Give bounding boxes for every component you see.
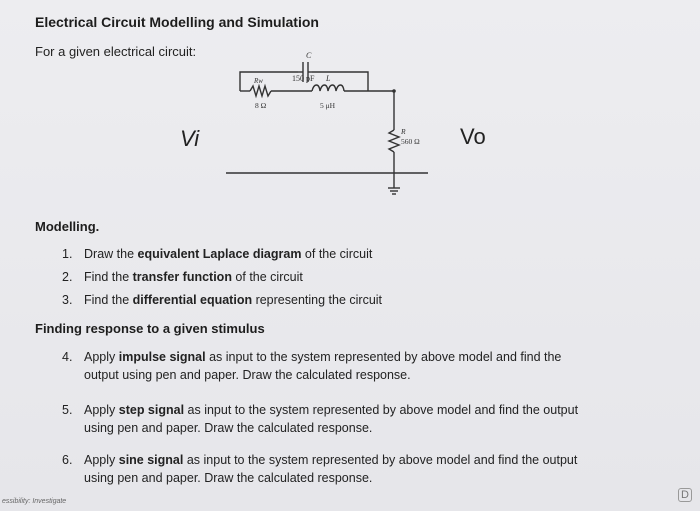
modelling-item-2: 2. Find the transfer function of the circuit <box>62 270 303 284</box>
circuit-diagram <box>160 51 500 205</box>
resistor-rw <box>250 86 271 96</box>
rw-value: 8 Ω <box>255 101 267 110</box>
modelling-item-3: 3. Find the differential equation representing the circuit <box>62 293 383 307</box>
response-heading: Finding response to a given stimulus <box>35 321 265 336</box>
accessibility-status[interactable]: essibility: Investigate <box>2 498 67 505</box>
inductor-value: 5 μH <box>320 101 336 110</box>
intro-text: For a given electrical circuit: <box>35 44 197 59</box>
capacitor-letter: C <box>306 51 312 60</box>
r-letter: R <box>401 127 406 136</box>
r-value: 560 Ω <box>401 137 420 146</box>
input-voltage-label: Vi <box>180 126 200 151</box>
output-voltage-label: Vo <box>460 124 486 149</box>
modelling-item-1: 1. Draw the equivalent Laplace diagram of the circuit <box>62 247 373 261</box>
inductor-l <box>312 85 344 91</box>
modelling-heading: Modelling. <box>35 219 100 234</box>
resistor-r <box>389 130 399 152</box>
rw-label: Rw <box>254 77 263 85</box>
response-item-6: 6. Apply sine signal as input to the system represented by above model and find the output using pen and paper. Draw the calculated response. <box>62 453 578 485</box>
wire-top-left <box>240 72 298 91</box>
response-item-5: 5. Apply step signal as input to the system represented by above model and find the output using pen and paper. Draw the calculated response. <box>62 403 579 435</box>
inductor-letter: L <box>326 74 331 83</box>
capacitor-value: 150 pF <box>292 74 315 83</box>
display-settings-icon[interactable]: D <box>678 488 692 502</box>
response-item-4: 4. Apply impulse signal as input to the system represented by above model and find the output using pen and paper. Draw the calculated response. <box>62 350 562 382</box>
document-title: Electrical Circuit Modelling and Simulation <box>35 14 319 30</box>
